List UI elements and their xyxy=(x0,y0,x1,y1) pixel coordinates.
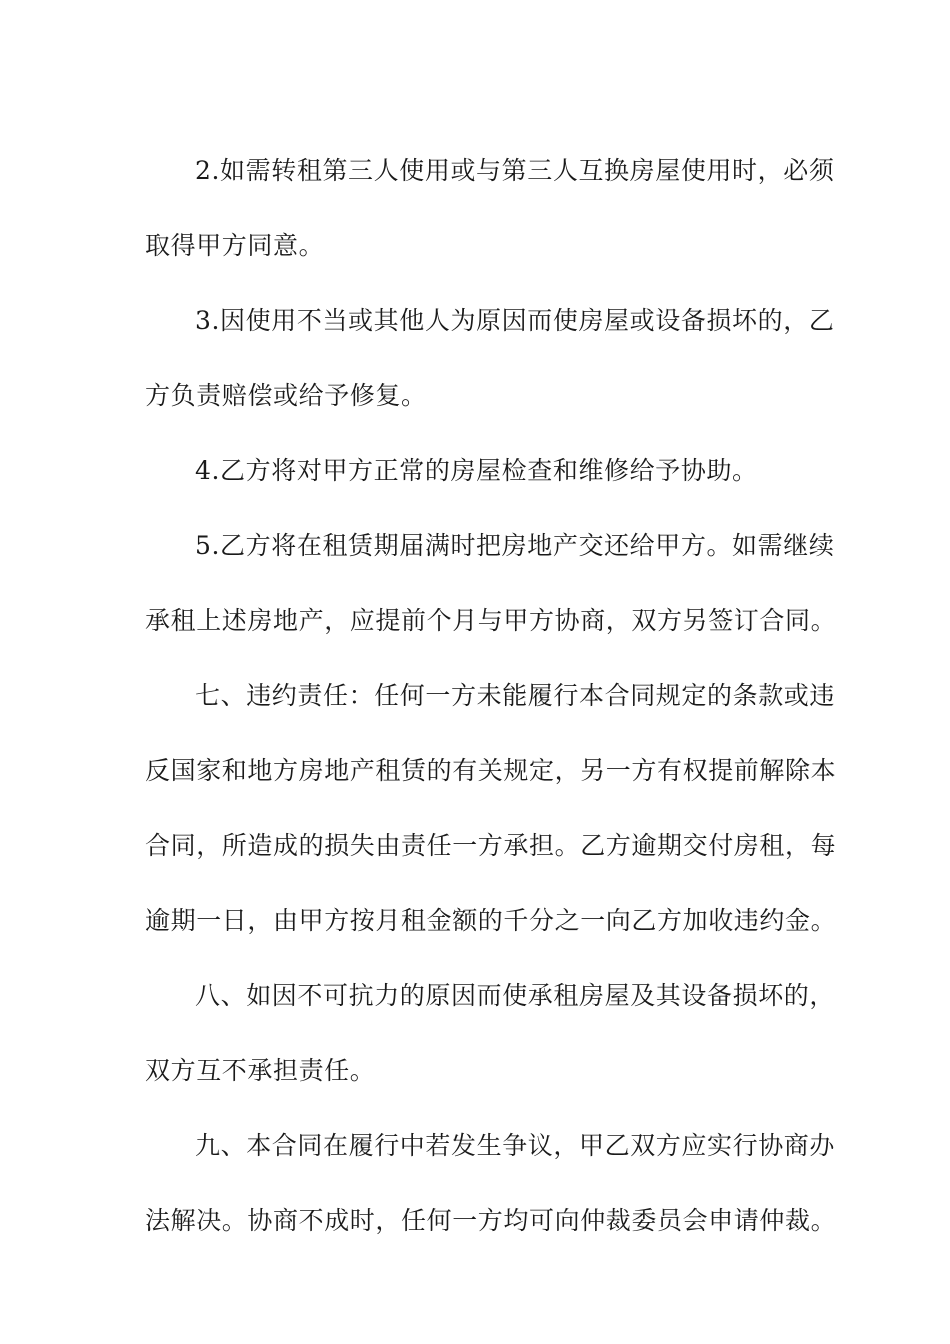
paragraph-breach-liability xyxy=(145,658,837,958)
paragraph-inspection-clause xyxy=(145,433,805,508)
paragraph-line: 2.如需转租第三人使用或与第三人互换房屋使用时，必须 xyxy=(195,156,835,185)
paragraph-line: 合同，所造成的损失由责任一方承担。乙方逾期交付房租，每 xyxy=(145,831,837,860)
paragraph-line: 取得甲方同意。 xyxy=(145,231,325,260)
paragraph-return-clause xyxy=(145,508,837,658)
paragraph-line: 逾期一日，由甲方按月租金额的千分之一向乙方加收违约金。 xyxy=(145,906,837,935)
paragraph-line: 九、本合同在履行中若发生争议，甲乙双方应实行协商办 xyxy=(195,1131,836,1160)
paragraph-line: 承租上述房地产，应提前个月与甲方协商，双方另签订合同。 xyxy=(145,606,837,635)
paragraph-line: 七、违约责任：任何一方未能履行本合同规定的条款或违 xyxy=(195,681,836,710)
paragraph-line: 法解决。协商不成时，任何一方均可向仲裁委员会申请仲裁。 xyxy=(145,1206,837,1235)
paragraph-line: 双方互不承担责任。 xyxy=(145,1056,376,1085)
paragraph-line: 方负责赔偿或给予修复。 xyxy=(145,381,427,410)
paragraph-line: 八、如因不可抗力的原因而使承租房屋及其设备损坏的， xyxy=(195,981,836,1010)
paragraph-line: 4.乙方将对甲方正常的房屋检查和维修给予协助。 xyxy=(195,456,758,485)
document-body xyxy=(145,133,837,1258)
paragraph-line: 3.因使用不当或其他人为原因而使房屋或设备损坏的，乙 xyxy=(195,306,835,335)
paragraph-force-majeure xyxy=(145,958,836,1108)
paragraph-line: 反国家和地方房地产租赁的有关规定，另一方有权提前解除本 xyxy=(145,756,837,785)
paragraph-line: 5.乙方将在租赁期届满时把房地产交还给甲方。如需继续 xyxy=(195,531,835,560)
paragraph-sublet-clause xyxy=(145,133,835,283)
paragraph-dispute-resolution xyxy=(145,1108,837,1258)
paragraph-damage-clause xyxy=(145,283,835,433)
